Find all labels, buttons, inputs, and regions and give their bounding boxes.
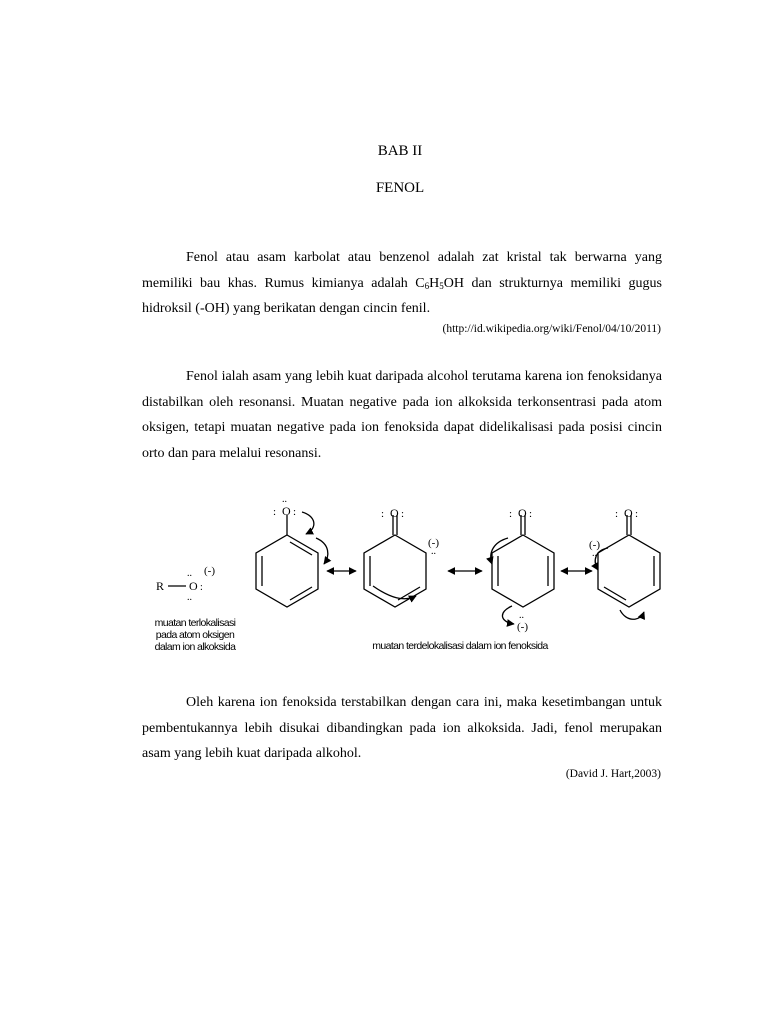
ring4-charge-pair: .. [592,548,597,559]
caption-right: muatan terdelokalisasi dalam ion fenoksida [372,640,548,652]
curved-arrow-7 [620,610,644,619]
alkoxide-lone-pairs: .. [187,568,192,579]
ring3-lone-pair-left: : [509,508,513,520]
paragraph-2-text: Fenol ialah asam yang lebih kuat daripada alcohol terutama karena ion fenoksidanya distabilkan oleh resonansi. Muatan negative pada ion alkoksida terkonsentrasi pada atom oksigen, tetapi muatan negative pada ion fenoksida dapat didelikalisasi pada posisi cincin orto dan para melalui resonansi. [142,369,662,461]
curved-arrow-5 [502,606,514,624]
ring2-lone-pair-left: : [381,508,385,520]
phenoxide-lone-pair-top: .. [282,494,287,505]
phenoxide-lone-pair-right: : [293,506,297,518]
ring2-oxygen: O [390,506,399,520]
alkoxide-oxygen: O [189,579,198,593]
phenoxide-lone-pair-left: : [273,506,277,518]
ring3-charge: (-) [517,621,528,633]
ring3-lone-pair-right: : [529,508,533,520]
curved-arrow-1 [302,512,314,534]
alkoxide-lone-pairs-3: .. [187,592,192,603]
citation-wikipedia: (http://id.wikipedia.org/wiki/Fenol/04/10/2011) [442,323,661,335]
ring4-charge: (-) [589,539,600,551]
resonance-ring-ortho [364,515,426,607]
phenoxide-oxygen: O [282,504,291,518]
resonance-ring-ortho-2 [598,515,660,607]
resonance-ring-para [492,515,554,607]
alkoxide-r: R [156,579,165,593]
alkoxide-charge: (-) [204,565,215,577]
alkoxide-lone-pairs-2: : [200,582,203,593]
paragraph-1-text: Fenol atau asam karbolat atau benzenol adalah zat kristal tak berwarna yang memiliki bau khas. Rumus kimianya adalah C [142,250,662,291]
ring3-charge-pair: .. [519,610,524,621]
paragraph-2 [142,364,662,466]
ring4-oxygen: O [624,506,633,520]
ring4-lone-pair-right: : [635,508,639,520]
phenoxide-ring [256,515,318,607]
ring4-lone-pair-left: : [615,508,619,520]
formula-sub-5: 5 [439,280,444,291]
paragraph-3-text: Oleh karena ion fenoksida terstabilkan dengan cara ini, maka kesetimbangan untuk pembentukannya lebih disukai dibandingkan pada ion alkoksida. Jadi, fenol merupakan asam yang lebih kuat daripada alkohol. [142,695,662,761]
paragraph-3 [142,690,662,767]
paragraph-1 [142,245,662,322]
ring3-oxygen: O [518,506,527,520]
formula-h: H [429,275,440,291]
chapter-label: BAB II [377,143,423,159]
caption-left-line3: dalam ion alkoksida [154,641,236,653]
formula-sub-6: 6 [424,280,430,291]
caption-left-line1: muatan terlokalisasi [154,617,236,629]
caption-left-line2: pada atom oksigen [155,629,235,641]
ring2-charge: (-) [428,537,439,549]
chapter-title: FENOL [375,180,425,196]
ring2-lone-pair-right: : [401,508,405,520]
citation-hart: (David J. Hart,2003) [565,768,661,780]
curved-arrow-4 [491,538,508,564]
paragraph-1-text-end: OH dan strukturnya memiliki gugus hidroksil (-OH) yang berikatan dengan cincin fenil. [142,275,663,316]
resonance-figure [0,490,768,660]
curved-arrow-3 [373,586,416,599]
ring2-charge-pair: .. [431,546,436,557]
